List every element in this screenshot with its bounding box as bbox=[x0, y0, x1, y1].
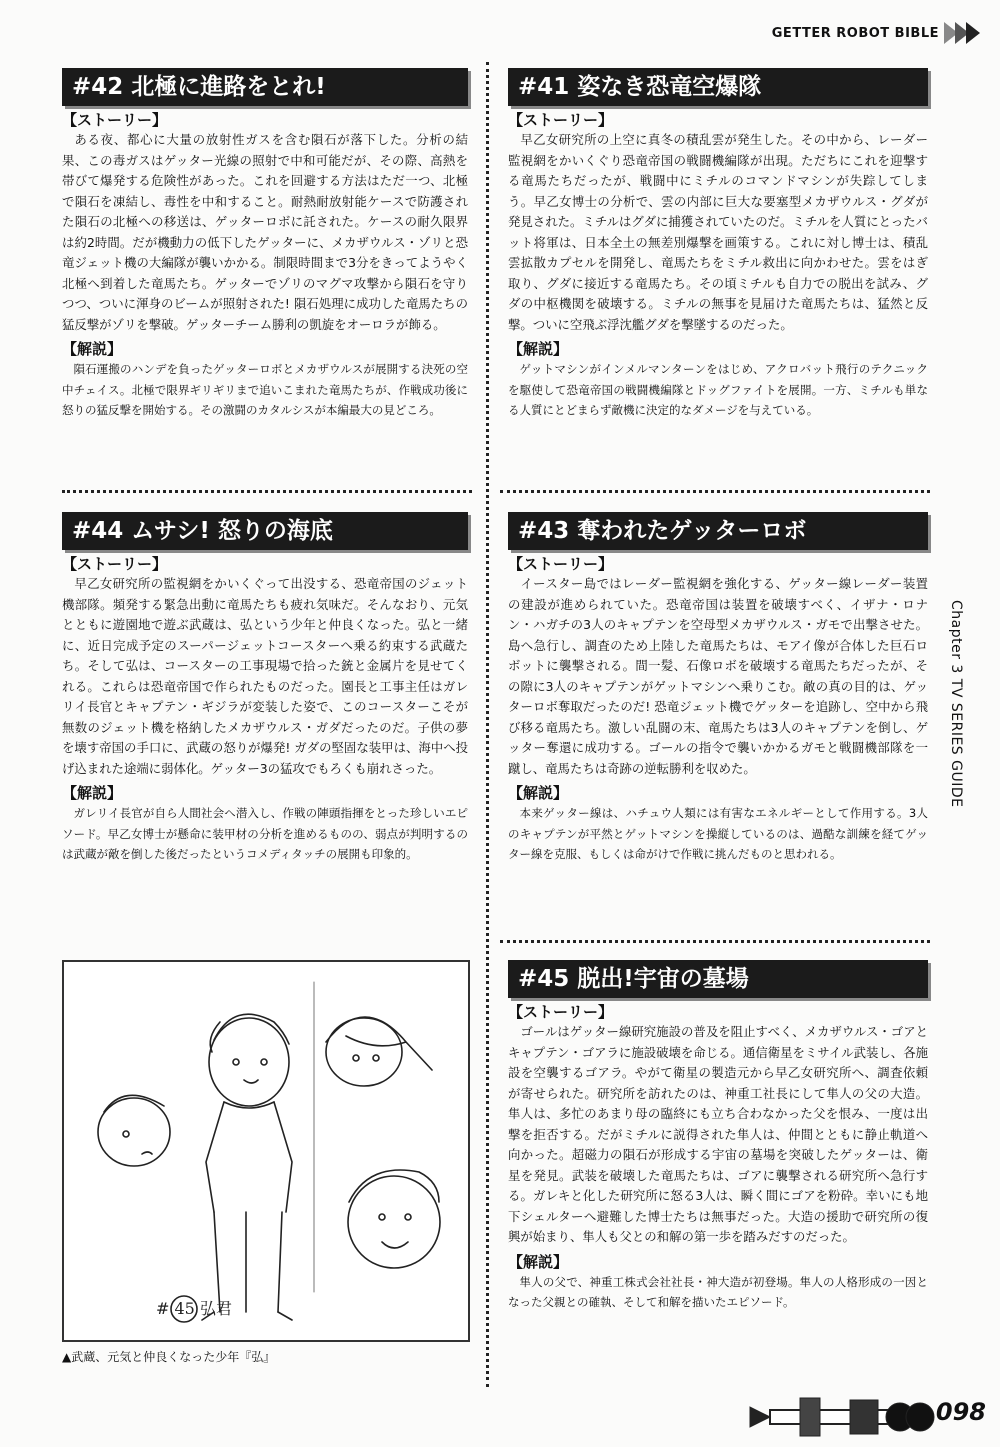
sketch-drawing bbox=[64, 962, 468, 1340]
page-header bbox=[772, 18, 980, 48]
header-arrows-icon bbox=[947, 22, 980, 44]
episode-title: #44 ムサシ! 怒りの海底 bbox=[62, 512, 468, 550]
column-divider bbox=[486, 62, 489, 1387]
character-sketch bbox=[62, 960, 470, 1342]
sketch-note: # 45 弘君 bbox=[156, 1299, 232, 1318]
page-number: 098 bbox=[935, 1398, 986, 1426]
story-text: イースター島ではレーダー監視網を強化する、ゲッター線レーダー装置の建設が進められていた。恐竜帝国は装置を破壊すべく、イザナ・ロナン・ハガチの3人のキャプテンを空母型メカザウルス・ガモで出撃させた。島へ急行し、調査のため上陸した竜馬たちは、モアイ像が合体した巨石ロボットに襲撃される。間一髪、石像ロボを破壊する竜馬たちだったが、その隙に3人のキャプテンがゲットマシンへ乗りこむ。敵の真の目的は、ゲッターロボ奪取だったのだ! 恐竜ジェット機でゲッターを追跡し、空中から飛び移る竜馬たち。激しい乱闘の末、竜馬たちは3人のキャプテンを倒し、ゲッター奪還に成功する。ゴールの指令で襲いかかるガモと戦闘機部隊を一蹴し、竜馬たちは奇跡の逆転勝利を収めた。 bbox=[508, 576, 928, 776]
story-heading: 【ストーリー】 bbox=[508, 1003, 614, 1021]
episode-43 bbox=[508, 512, 928, 865]
episode-42 bbox=[62, 68, 468, 421]
notes-text: 隕石運搬のハンデを負ったゲッターロボとメカザウルスが展開する決死の空中チェイス。北極で限界ギリギリまで追いこまれた竜馬たちが、作戦成功後に怒りの猛反撃を開始する。その激闘のカタルシスが本編最大の見どころ。 bbox=[62, 362, 468, 417]
notes-text: ゲットマシンがインメルマンターンをはじめ、アクロバット飛行のテクニックを駆使して恐竜帝国の戦闘機編隊とドッグファイトを展開。一方、ミチルも単なる人質にとどまらず敵機に決定的なダメージを与えている。 bbox=[508, 362, 928, 417]
illustration-caption: ▲武蔵、元気と仲良くなった少年『弘』 bbox=[62, 1350, 276, 1364]
story-text: 早乙女研究所の上空に真冬の積乱雲が発生した。その中から、レーダー監視網をかいくぐり恐竜帝国の戦闘機編隊が出現。ただちにこれを迎撃する竜馬たちだったが、戦闘中にミチルのコマンドマシンが失踪してしまう。早乙女博士の分析で、雲の内部に巨大な要塞型メカザウルス・グダが発見された。ミチルはグダに捕獲されていたのだ。ミチルを人質にとったバット将軍は、日本全土の無差別爆撃を画策する。これに対し博士は、積乱雲拡散カプセルを開発し、竜馬たちをミチル救出に向かわせた。雲をはぎ取り、グダに接近する竜馬たち。その頃ミチルも自力での脱出を試み、グダの中枢機関を破壊する。ミチルの無事を見届けた竜馬たちは、猛然と反撃。ついに空飛ぶ浮沈艦グダを撃墜するのだった。 bbox=[508, 132, 928, 332]
side-label bbox=[948, 600, 978, 860]
notes-heading: 【解説】 bbox=[508, 784, 569, 802]
episode-title: #45 脱出!宇宙の墓場 bbox=[508, 960, 928, 998]
episode-44 bbox=[62, 512, 468, 865]
row-divider-left bbox=[62, 490, 472, 493]
episode-title: #42 北極に進路をとれ! bbox=[62, 68, 468, 106]
chapter-label: Chapter 3 TV SERIES GUIDE bbox=[948, 600, 964, 808]
episode-41 bbox=[508, 68, 928, 421]
story-text: ある夜、都心に大量の放射性ガスを含む隕石が落下した。分析の結果、この毒ガスはゲッター光線の照射で中和可能だが、その際、高熱を帯びて爆発する危険性があった。これを回避する方法はただ一つ、北極で隕石を凍結し、毒性を中和すること。耐熱耐放射能ケースで防護された隕石の北極への移送は、ゲッターロボに託された。ケースの耐久限界は約2時間。だが機動力の低下したゲッターに、メカザウルス・ゾリと恐竜ジェット機の大編隊が襲いかかる。制限時間まで3分をきってようやく北極へ到着した竜馬たち。ゲッターでゾリのマグマ攻撃から隕石を守りつつ、ついに渾身のビームが照射された! 隕石処理に成功した竜馬たちの猛反撃がゾリを撃破。ゲッターチーム勝利の凱旋をオーロラが飾る。 bbox=[62, 132, 468, 332]
story-heading: 【ストーリー】 bbox=[508, 111, 614, 129]
notes-text: 隼人の父で、神重工株式会社社長・神大造が初登場。隼人の人格形成の一因となった父親との確執、そして和解を描いたエピソード。 bbox=[508, 1274, 928, 1309]
row-divider-right bbox=[500, 490, 930, 493]
story-heading: 【ストーリー】 bbox=[62, 555, 168, 573]
story-heading: 【ストーリー】 bbox=[508, 555, 614, 573]
episode-title: #41 姿なき恐竜空爆隊 bbox=[508, 68, 928, 106]
episode-45 bbox=[508, 960, 928, 1313]
story-text: ゴールはゲッター線研究施設の普及を阻止すべく、メカザウルス・ゴアとキャプテン・ゴアラに施設破壊を命じる。通信衛星をミサイル武装し、各施設を空襲するゴアラ。やがて衛星の製造元から早乙女研究所へ、調査依頼が寄せられた。研究所を訪れたのは、神重工社長にして隼人の父の大造。隼人は、多忙のあまり母の臨終にも立ち合わなかった父を恨み、一度は出撃を拒否する。だがミチルに説得された隼人は、仲間とともに静止軌道へ向かった。超磁力の隕石が形成する宇宙の墓場を突破したゲッターは、衛星を発見。武装を破壊した竜馬たちは、ゴアに襲撃される研究所へ急行する。ガレキと化した研究所に怒る3人は、瞬く間にゴアを粉砕。幸いにも地下シェルターへ避難した博士たちは無事だった。大造の援助で研究所の復興が始まり、隼人も父との和解の第一歩を踏みだすのだった。 bbox=[508, 1024, 928, 1244]
notes-heading: 【解説】 bbox=[508, 340, 569, 358]
story-text: 早乙女研究所の監視網をかいくぐって出没する、恐竜帝国のジェット機部隊。頻発する緊急出動に竜馬たちも疲れ気味だ。そんなおり、元気とともに遊園地で遊ぶ武蔵は、弘という少年と仲良くなった。弘と一緒に、近日完成予定のスーパージェットコースターへ乗る約束する武蔵たち。そして弘は、コースターの工事現場で拾った銃と金属片を見せてくれる。これらは恐竜帝国で作られたものだった。園長と工事主任はガレリイ長官とキャプテン・ギジラが変装した姿で、このコースターこそが無数のジェット機を格納したメカザウルス・ガダだったのだ。子供の夢を壊す帝国の手口に、武蔵の怒りが爆発! ガダの堅固な装甲は、海中へ投げ込まれた途端に弱体化。ゲッター3の猛攻でもろくも崩れさった。 bbox=[62, 576, 468, 776]
row-divider-right-2 bbox=[500, 940, 930, 943]
notes-heading: 【解説】 bbox=[62, 784, 123, 802]
notes-heading: 【解説】 bbox=[508, 1252, 569, 1271]
episode-title: #43 奪われたゲッターロボ bbox=[508, 512, 928, 550]
notes-text: 本来ゲッター線は、ハチュウ人類には有害なエネルギーとして作用する。3人のキャプテンが平然とゲットマシンを操縦しているのは、過酷な訓練を経てゲッター線を克服、もしくは命がけで作戦に挑んだものと思われる。 bbox=[508, 806, 928, 861]
story-heading: 【ストーリー】 bbox=[62, 111, 168, 129]
robot-icon bbox=[740, 1390, 940, 1442]
notes-text: ガレリイ長官が自ら人間社会へ潜入し、作戦の陣頭指揮をとった珍しいエピソード。早乙女博士が懸命に装甲材の分析を進めるものの、弱点が判明するのは武蔵が敵を倒した後だったというコメディタッチの展開も印象的。 bbox=[62, 806, 468, 861]
book-title: GETTER ROBOT BIBLE bbox=[771, 25, 939, 41]
notes-heading: 【解説】 bbox=[62, 340, 123, 358]
